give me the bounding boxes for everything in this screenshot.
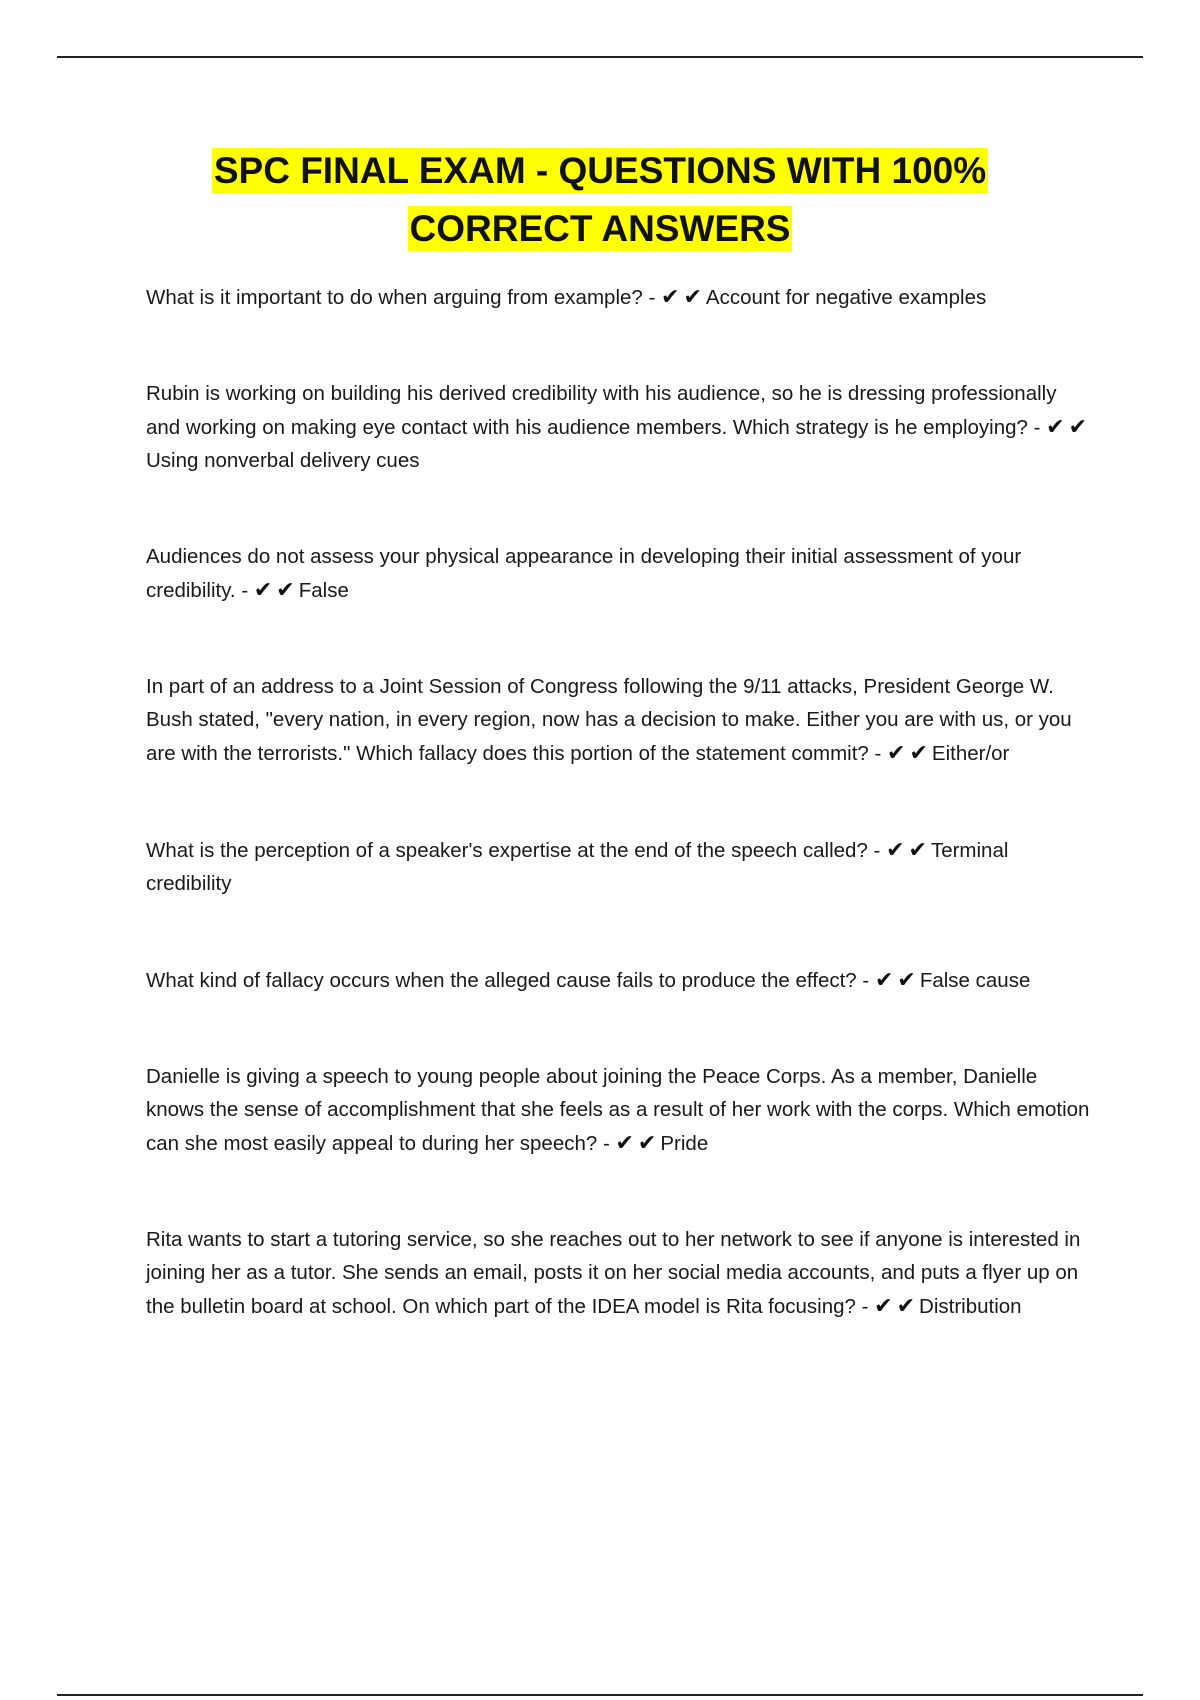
double-check-icon: ✔✔ xyxy=(661,284,706,309)
qa-item xyxy=(146,963,1094,997)
answer-text: Using nonverbal delivery cues xyxy=(146,449,420,472)
answer-text: Terminal credibility xyxy=(146,839,1009,895)
title-line-1: SPC FINAL EXAM - QUESTIONS WITH 100% xyxy=(213,150,987,191)
question-text: In part of an address to a Joint Session of Congress following the 9/11 attacks, President George W. Bush stated, "every nation, in every region, now has a decision to make. Either you are with us, or you are with the terrorists." Which fallacy does this portion of the statement commit? xyxy=(146,675,1072,765)
title-line-2: CORRECT ANSWERS xyxy=(409,208,791,249)
document-title xyxy=(0,142,1200,258)
top-rule xyxy=(57,56,1143,58)
question-text: Rubin is working on building his derived credibility with his audience, so he is dressing professionally and working on making eye contact with his audience members. Which strategy is he employing? xyxy=(146,382,1057,439)
qa-item xyxy=(146,377,1094,477)
qa-item xyxy=(146,540,1094,607)
separator: - xyxy=(867,839,887,862)
double-check-icon: ✔✔ xyxy=(615,1130,661,1155)
answer-text: Pride xyxy=(660,1132,709,1155)
qa-item xyxy=(146,1060,1094,1160)
bottom-rule xyxy=(57,1694,1143,1696)
qa-list xyxy=(146,280,1094,1323)
double-check-icon: ✔✔ xyxy=(874,967,920,992)
question-text: Audiences do not assess your physical appearance in developing their initial assessment of your credibility. xyxy=(146,545,1022,602)
qa-item xyxy=(146,280,1094,314)
question-text: Rita wants to start a tutoring service, so she reaches out to her network to see if anyone is interested in joining her as a tutor. She sends an email, posts it on her social media accounts, and puts a flyer up on the bulletin board at school. On which part of the IDEA model is Rita focusing? xyxy=(146,1228,1081,1318)
qa-item xyxy=(146,670,1094,770)
question-text: What kind of fallacy occurs when the alleged cause fails to produce the effect? xyxy=(146,969,857,992)
double-check-icon: ✔✔ xyxy=(874,1293,920,1318)
question-text: Danielle is giving a speech to young people about joining the Peace Corps. As a member, Danielle knows the sense of accomplishment that she feels as a result of her work with the corps. Which emotion can she most easily appeal to during her speech? xyxy=(146,1065,1090,1155)
separator: - xyxy=(597,1132,616,1155)
question-text: What is it important to do when arguing from example? xyxy=(146,286,643,309)
double-check-icon: ✔✔ xyxy=(253,577,299,602)
separator: - xyxy=(642,286,662,309)
answer-text: Either/or xyxy=(931,742,1010,765)
separator: - xyxy=(1027,416,1047,439)
separator: - xyxy=(855,1295,875,1318)
answer-text: False xyxy=(298,579,349,602)
double-check-icon: ✔✔ xyxy=(886,837,931,862)
separator: - xyxy=(856,969,875,992)
separator: - xyxy=(235,579,254,602)
separator: - xyxy=(868,742,888,765)
qa-item xyxy=(146,1223,1094,1323)
answer-text: Distribution xyxy=(919,1295,1022,1318)
answer-text: Account for negative examples xyxy=(705,286,987,309)
double-check-icon: ✔✔ xyxy=(1046,414,1092,439)
double-check-icon: ✔✔ xyxy=(887,740,932,765)
question-text: What is the perception of a speaker's expertise at the end of the speech called? xyxy=(146,839,868,862)
qa-item xyxy=(146,833,1094,900)
answer-text: False cause xyxy=(919,969,1031,992)
